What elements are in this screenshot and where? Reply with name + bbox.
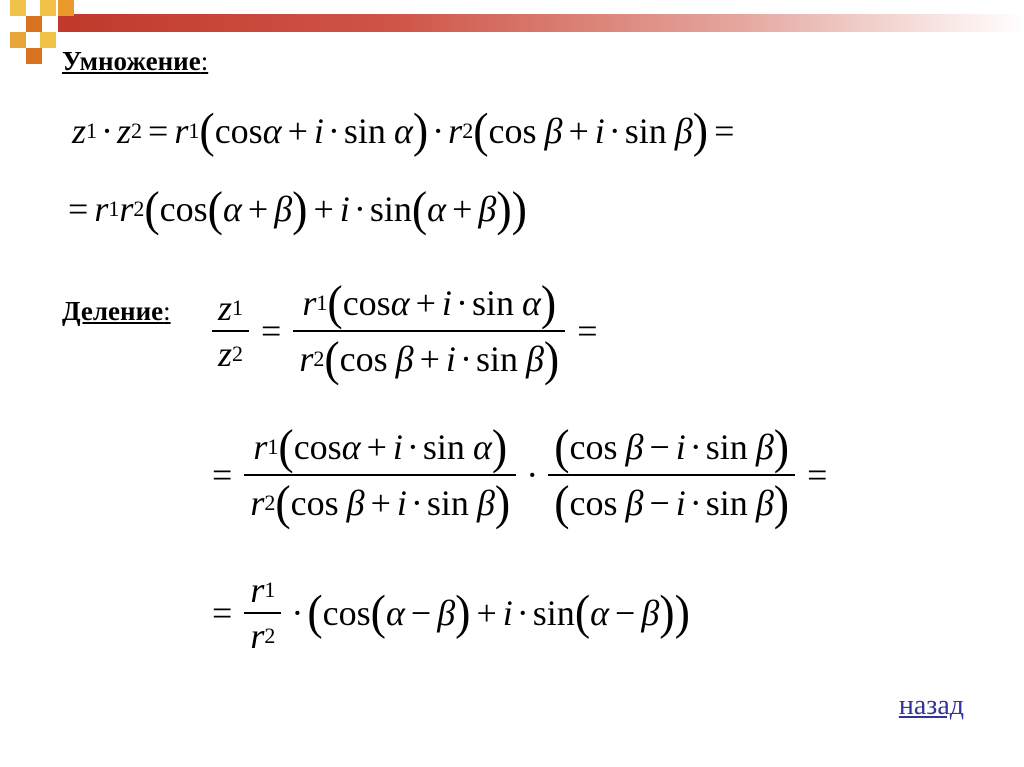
decor-square [26, 16, 42, 32]
back-link[interactable]: назад [898, 690, 964, 721]
fraction-conjugate: ( cos β − i · sin β ) ( cos β − i · sin β ) [548, 424, 795, 526]
decor-square [10, 0, 26, 16]
division-heading: Деление: [62, 296, 171, 326]
fraction-polar-quotient: r 1 ( cos α + i · sin α ) r 2 ( cos β + i · sin β ) [244, 424, 516, 526]
decor-square [40, 0, 56, 16]
multiplication-formula-line-1: z 1 · z 2 = r 1 ( cos α + i · sin α ) · r 2 ( cos β + i · sin β ) = [72, 103, 735, 158]
decor-square [10, 32, 26, 48]
fraction-z1-z2: z 1 z 2 [212, 290, 249, 372]
fraction-r1-r2: r 1 r 2 [244, 572, 281, 654]
division-formula-line-1: z 1 z 2 = r 1 ( cos α + i · sin α ) r 2 ( cos β + i · sin β ) = [206, 280, 604, 382]
decor-square [26, 48, 42, 64]
multiplication-heading: Умножение: [62, 46, 209, 76]
multiplication-formula-line-2: = r 1 r 2 ( cos ( α + β ) + i · sin ( α + β ) ) [68, 181, 527, 236]
header-bar [58, 14, 1024, 32]
division-formula-line-3: = r 1 r 2 · ( cos ( α − β ) + i · sin ( α − β ) ) [212, 570, 690, 656]
fraction-polar-quotient: r 1 ( cos α + i · sin α ) r 2 ( cos β + i · sin β ) [293, 280, 565, 382]
decor-square [58, 0, 74, 16]
decor-square [40, 32, 56, 48]
division-formula-line-2: = r 1 ( cos α + i · sin α ) r 2 ( cos β + i · sin β ) · ( cos β − i · sin β ) ( cos β − i · sin β ) = [212, 419, 828, 530]
